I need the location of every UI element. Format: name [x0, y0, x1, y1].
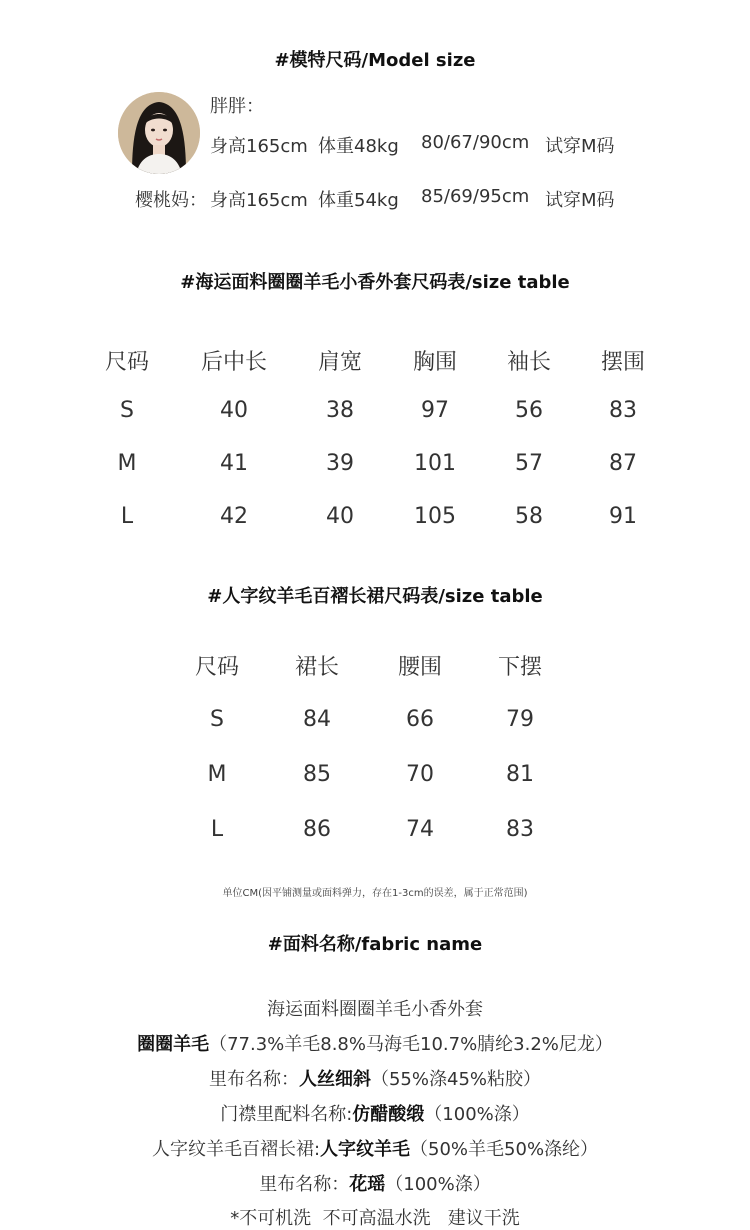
jacket-header-shoulder: 肩宽: [317, 350, 362, 375]
jacket-cell: 38: [326, 398, 354, 423]
jacket-cell: 40: [326, 504, 354, 529]
model1-height: 身高165cm: [210, 136, 308, 157]
skirt-header-hem: 下摆: [497, 655, 542, 680]
skirt-cell: S: [210, 707, 224, 732]
jacket-cell: 39: [326, 451, 354, 476]
fabric-jacket-percent: （77.3%羊毛8.8%马海毛10.7%腈纶3.2%尼龙）: [209, 1034, 613, 1055]
model1-measurements: 80/67/90cm: [421, 132, 530, 153]
jacket-cell: 97: [421, 398, 449, 423]
model1-weight: 体重48kg: [318, 136, 399, 157]
fabric-line-jacket-lining: [0, 1065, 750, 1091]
jacket-table-title: #海运面料圈圈羊毛小香外套尺码表/size table: [180, 272, 570, 293]
skirt-cell: 70: [406, 762, 434, 787]
skirt-cell: 66: [406, 707, 434, 732]
model2-name: 樱桃妈：: [135, 190, 207, 211]
fabric-lining-material: 人丝细斜: [298, 1069, 371, 1090]
fabric-placket-material: 仿醋酸缎: [352, 1104, 425, 1125]
skirt-header-size: 尺码: [194, 655, 239, 680]
skirt-cell: 79: [506, 707, 534, 732]
fabric-placket-percent: （100%涤）: [424, 1104, 530, 1125]
skirt-header-length: 裙长: [294, 655, 339, 680]
skirt-cell: 81: [506, 762, 534, 787]
fabric-line-jacket-composition: [0, 1030, 750, 1056]
model1-name: 胖胖：: [210, 96, 264, 117]
fabric-title: #面料名称/fabric name: [267, 934, 483, 955]
model-avatar-image: [118, 92, 200, 174]
model2-weight: 体重54kg: [318, 190, 399, 211]
fabric-lining-label: 里布名称：: [208, 1069, 299, 1090]
jacket-cell: 58: [515, 504, 543, 529]
jacket-cell: 91: [609, 504, 637, 529]
jacket-cell: 42: [220, 504, 248, 529]
fabric-skirt-label: 人字纹羊毛百褶长裙:: [151, 1139, 321, 1160]
jacket-cell: 105: [414, 504, 456, 529]
skirt-cell: M: [207, 762, 227, 787]
fabric-line-placket-lining: [0, 1100, 750, 1126]
jacket-cell: 87: [609, 451, 637, 476]
model-size-title: #模特尺码/Model size: [274, 50, 476, 71]
jacket-cell: 41: [220, 451, 248, 476]
fabric-jacket-material: 圈圈羊毛: [137, 1034, 210, 1055]
jacket-header-chest: 胸围: [412, 350, 457, 375]
jacket-header-hem: 摆围: [600, 350, 645, 375]
fabric-line-skirt-lining: [0, 1170, 750, 1196]
jacket-cell: M: [117, 451, 137, 476]
fabric-skirt-lining-percent: （100%涤）: [385, 1174, 491, 1195]
skirt-cell: 84: [303, 707, 331, 732]
fabric-line-skirt: [0, 1135, 750, 1161]
jacket-cell: 101: [414, 451, 456, 476]
skirt-cell: 83: [506, 817, 534, 842]
fabric-skirt-lining-material: 花瑶: [349, 1174, 386, 1195]
fabric-skirt-material: 人字纹羊毛: [320, 1139, 411, 1160]
model2-height: 身高165cm: [210, 190, 308, 211]
fabric-line-jacket-name: 海运面料圈圈羊毛小香外套: [267, 999, 483, 1020]
fabric-lining-percent: （55%涤45%粘胶）: [370, 1069, 541, 1090]
jacket-cell: 40: [220, 398, 248, 423]
jacket-cell: 83: [609, 398, 637, 423]
skirt-header-waist: 腰围: [397, 655, 442, 680]
fabric-placket-label: 门襟里配料名称:: [220, 1104, 353, 1125]
jacket-cell: S: [120, 398, 134, 423]
skirt-cell: 86: [303, 817, 331, 842]
jacket-header-length: 后中长: [200, 350, 267, 375]
jacket-cell: 57: [515, 451, 543, 476]
model-avatar: [118, 92, 200, 174]
skirt-cell: L: [210, 817, 224, 842]
skirt-cell: 74: [406, 817, 434, 842]
model2-fit: 试穿M码: [545, 190, 615, 211]
fabric-skirt-lining-label: 里布名称：: [259, 1174, 350, 1195]
fabric-skirt-percent: （50%羊毛50%涤纶）: [410, 1139, 599, 1160]
jacket-cell: 56: [515, 398, 543, 423]
measurement-note: 单位CM(因平铺测量或面料弹力，存在1-3cm的误差，属于正常范围): [222, 888, 528, 899]
jacket-header-size: 尺码: [104, 350, 149, 375]
skirt-cell: 85: [303, 762, 331, 787]
jacket-header-sleeve: 袖长: [506, 350, 551, 375]
model1-fit: 试穿M码: [545, 136, 615, 157]
jacket-cell: L: [120, 504, 134, 529]
skirt-table-title: #人字纹羊毛百褶长裙尺码表/size table: [207, 586, 543, 607]
care-instructions: *不可机洗 不可高温水洗 建议干洗: [230, 1208, 520, 1229]
model2-measurements: 85/69/95cm: [421, 186, 530, 207]
